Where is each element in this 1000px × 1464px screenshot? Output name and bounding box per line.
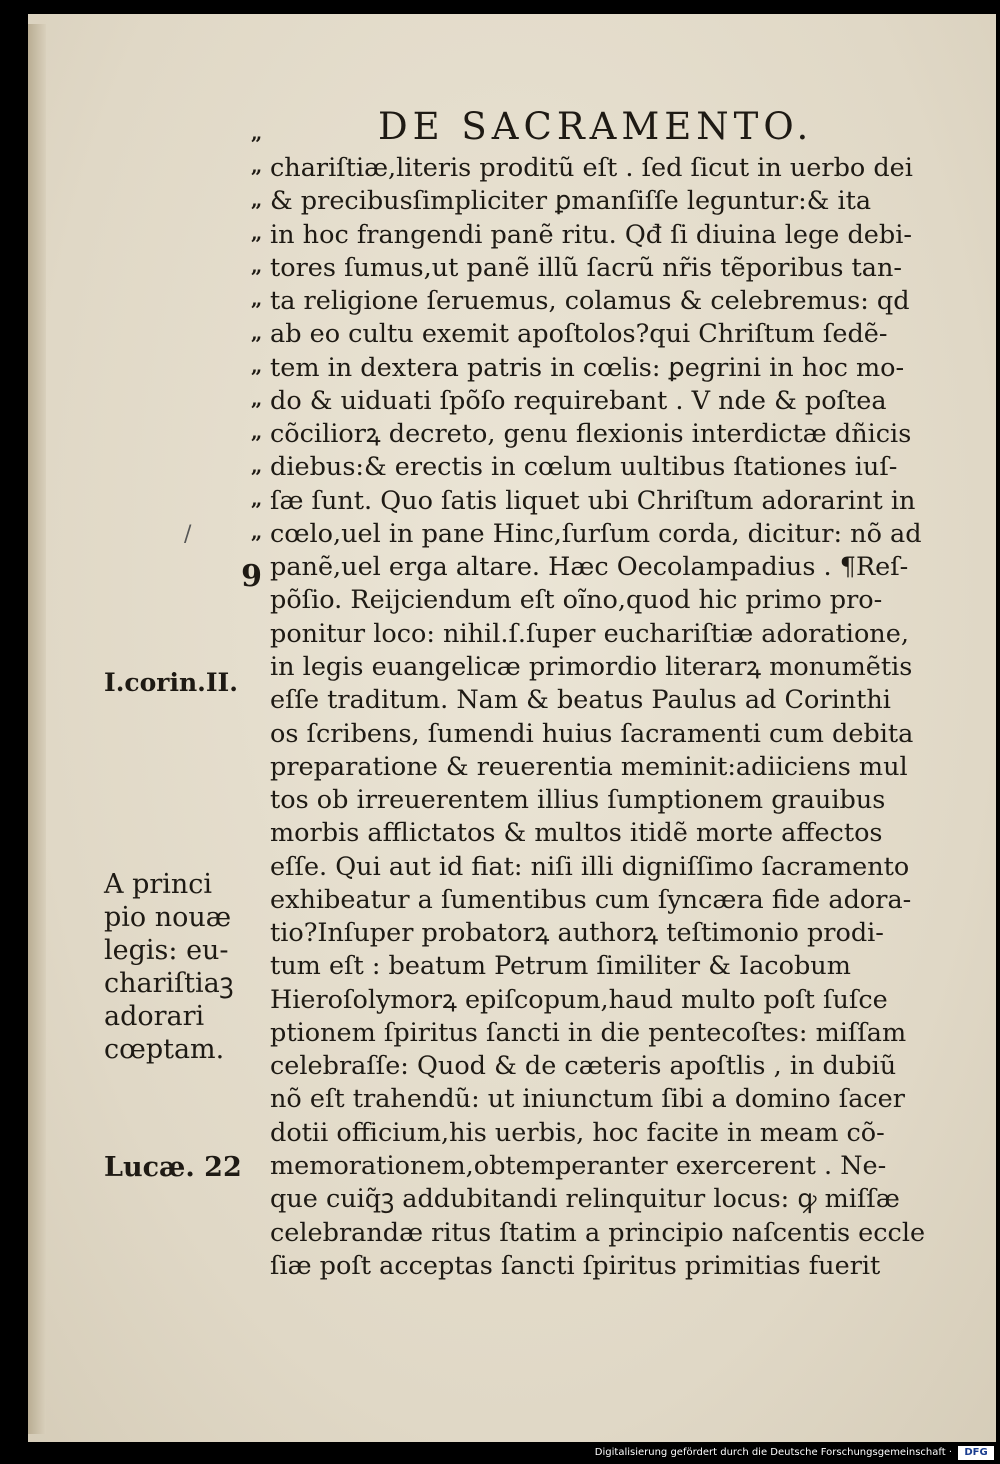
text-line: morbis afflictatos & multos itidẽ morte affectos [270,818,883,849]
footer-credit: Digitalisierung gefördert durch die Deutsche Forschungsgemeinschaft · [594,1447,952,1458]
text-line: cõciliorꝝ decreto, genu flexionis interdictæ dñicis [270,419,912,450]
text-line: in hoc frangendi panẽ ritu. Qđ ſi diuina lege debi- [270,219,912,250]
margin-note-line: adorari [104,1001,205,1032]
text-line: diebus:& erectis in cœlum uultibus ſtationes iuſ- [270,452,898,483]
quote-mark: ” [250,431,262,456]
body-text [270,152,970,1283]
text-line: põſio. Reijciendum eſt oĩno,quod hic primo pro- [270,585,883,616]
margin-note-line: pio nouæ [104,902,232,933]
text-line: celebraſſe: Quod & de cæteris apoſtlis , in dubiũ [270,1051,897,1082]
text-line: tores ſumus,ut panẽ illũ ſacrũ nr̃is tẽporibus tan- [270,252,903,283]
quote-mark: ” [250,231,262,256]
text-line: ab eo cultu exemit apoſtolos?qui Chriſtum ſedẽ- [270,319,888,350]
pen-mark: / [184,522,192,547]
quote-mark: ” [250,331,262,356]
quote-mark: ” [250,531,262,556]
text-line: eſſe traditum. Nam & beatus Paulus ad Corinthi [270,685,891,716]
text-line: ta religione ſeruemus, colamus & celebremus: qd [270,286,910,317]
margin-note-line: A princi [104,869,213,900]
quote-mark: ” [250,198,262,223]
margin-note-line: chariſtiaꝫ [104,968,234,999]
text-line: tem in dextera patris in cœlis: ꝑegrini in hoc mo- [270,352,905,383]
quote-mark: ” [250,497,262,522]
text-line: dotii officium,his uerbis, hoc facite in meam cõ- [270,1117,885,1148]
text-line: preparatione & reuerentia meminit:adiiciens mul [270,751,908,782]
margin-note-line: legis: eu- [104,935,229,966]
quote-mark: ” [250,364,262,389]
margin-note-line: cœptam. [104,1034,225,1065]
text-line: exhibeatur a ſumentibus cum ſyncæra fide adora- [270,884,912,915]
margin-note-principio [104,868,234,1066]
text-line: & precibusſimpliciter ꝑmanſiſſe leguntur:& ita [270,186,872,217]
text-line: celebrandæ ritus ſtatim a principio naſcentis eccle [270,1217,926,1248]
running-head: DE SACRAMENTO. [378,105,814,148]
dfg-logo: DFG [958,1446,994,1460]
text-line: do & uiduati ſpõſo requirebant . V nde & poſtea [270,385,887,416]
quote-mark: 9 [241,559,262,595]
quote-mark: ” [250,132,262,156]
margin-note-luke: Lucæ. 22 [104,1152,242,1183]
text-line: Hieroſolymorꝝ epiſcopum,haud multo poſt ſuſce [270,984,888,1015]
text-line: ponitur loco: nihil.ſ.ſuper euchariſtiæ adoratione, [270,618,909,649]
quote-marks-column [222,128,262,594]
quote-mark: ” [250,298,262,323]
text-line: que cuiq̃ꝫ addubitandi relinquitur locus: ꝙ miſſæ [270,1184,900,1215]
text-line: tos ob irreuerentem illius ſumptionem grauibus [270,785,886,816]
margin-note-corinthians: I.corin.II. [104,668,238,697]
text-line: ſiæ poſt acceptas ſancti ſpiritus primitias fuerit [270,1250,881,1281]
quote-mark: ” [250,165,262,190]
text-line: tio?Inſuper probatorꝝ authorꝝ teſtimonio prodi- [270,918,884,949]
text-line: memorationem,obtemperanter exercerent . Ne- [270,1150,887,1181]
quote-mark: ” [250,464,262,489]
text-line: tum eſt : beatum Petrum ſimiliter & Iacobum [270,951,851,982]
page-edge-shadow [28,24,46,1434]
text-line: cœlo,uel in pane Hinc,ſurſum corda, dicitur: nõ ad [270,518,922,549]
text-line: in legis euangelicæ primordio literarꝝ monumẽtis [270,651,913,682]
text-line: eſſe. Qui aut id fiat: niſi illi digniſſimo ſacramento [270,851,910,882]
text-line: nõ eſt trahendũ: ut iniunctum ſibi a domino ſacer [270,1084,905,1115]
text-line: chariſtiæ,literis proditũ eſt . ſed ſicut in uerbo dei [270,153,913,183]
text-line: ptionem ſpiritus ſancti in die pentecoſtes: miſſam [270,1017,907,1048]
text-line: panẽ,uel erga altare. Hæc Oecolampadius . ¶Reſ- [270,552,909,583]
quote-mark: ” [250,265,262,290]
text-line: ſæ ſunt. Quo ſatis liquet ubi Chriſtum adorarint in [270,485,916,516]
text-line: os ſcribens, ſumendi huius ſacramenti cum debita [270,718,914,749]
quote-mark: ” [250,398,262,423]
